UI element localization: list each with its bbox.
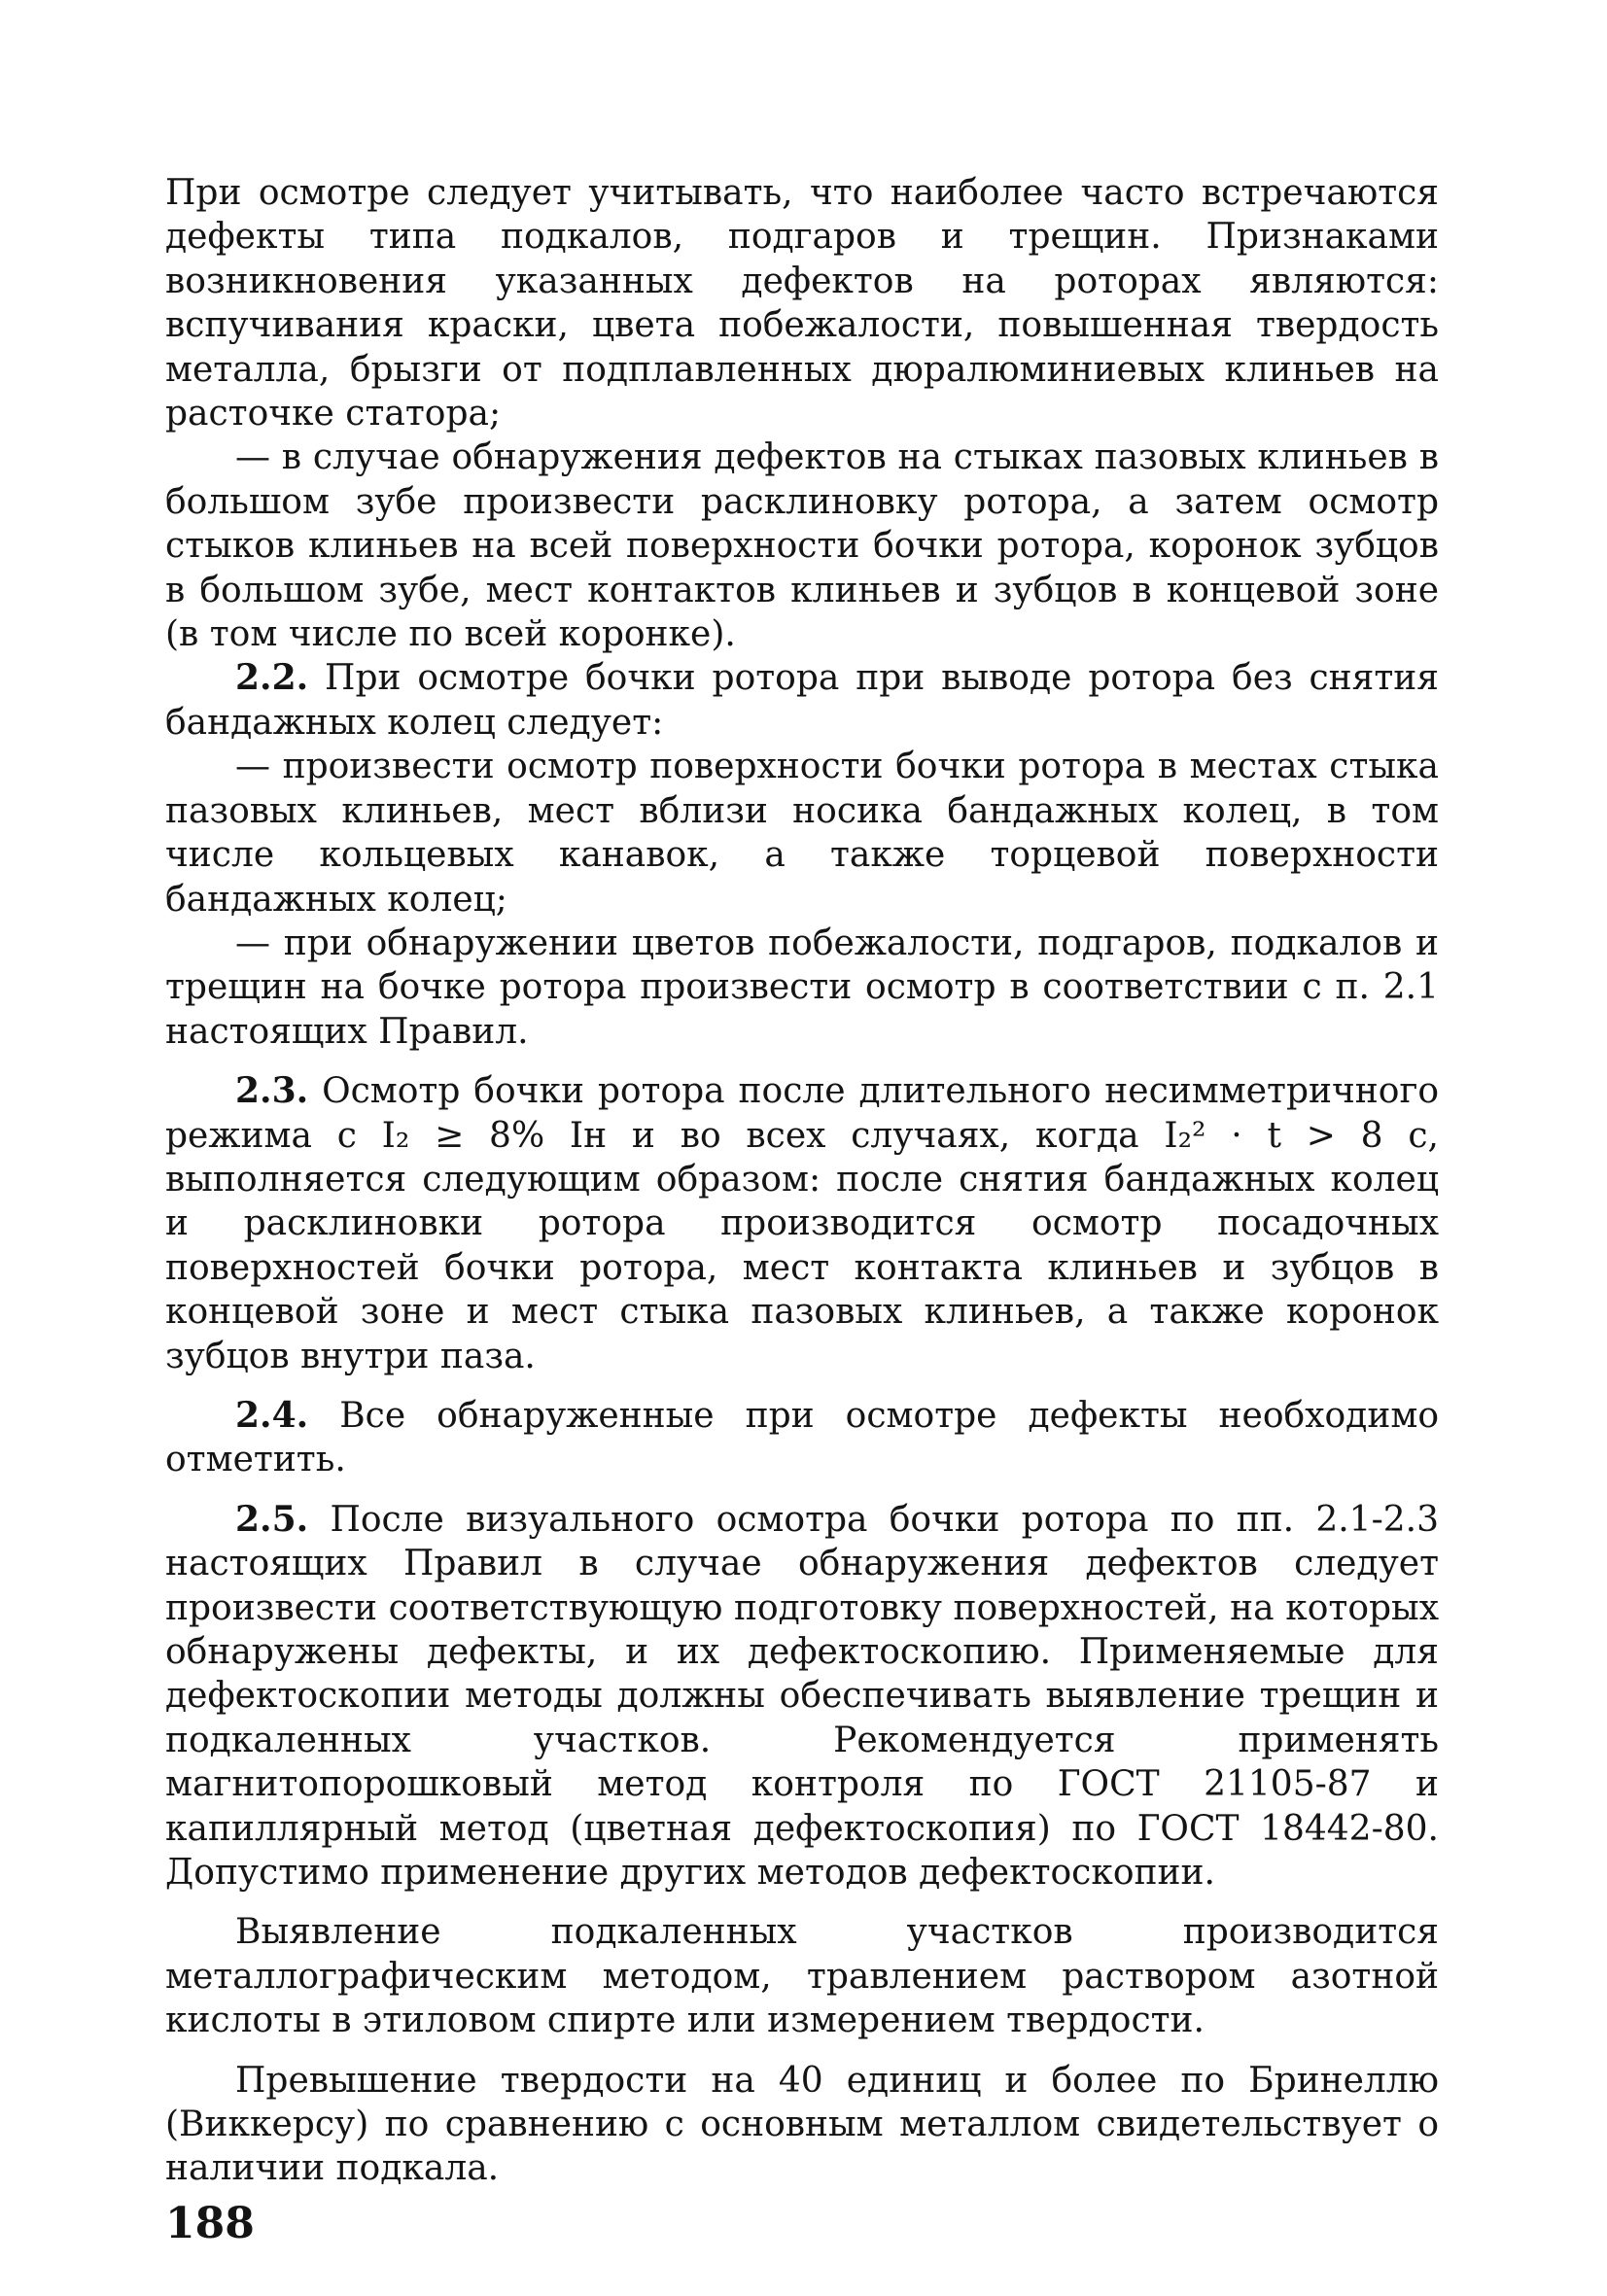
paragraph-text: После визуального осмотра бочки ротора по пп. 2.1-2.3 настоящих Правил в случае обнаружения дефектов следует произвести соответствующую подготовку поверхностей, на которых обнаружены дефекты, и их дефектоскопию. Применяемые для дефектоскопии методы должны обеспечивать выявление трещин и подкаленных участков. Рекомендуется применять магнитопорошковый метод контроля по ГОСТ 21105-87 и капиллярный метод (цветная дефектоскопия) по ГОСТ 18442-80. Допустимо применение других методов дефектоскопии. (165, 1499, 1439, 1894)
paragraph-text: — в случае обнаружения дефектов на стыках пазовых клиньев в большом зубе произвести расклиновку ротора, а затем осмотр стыков клиньев на всей поверхности бочки ротора, коронок зубцов в большом зубе, мест контактов клиньев и зубцов в концевой зоне (в том числе по всей коронке). (165, 437, 1439, 655)
paragraph-hardness (165, 2059, 1439, 2191)
paragraph-2-5 (165, 1498, 1439, 1896)
paragraph-text: Превышение твердости на 40 единиц и более по Бринеллю (Виккерсу) по сравнению с основным металлом свидетельствует о наличии подкала. (165, 2060, 1439, 2189)
paragraph-text: При осмотре следует учитывать, что наиболее часто встречаются дефекты типа подкалов, подгаров и трещин. Признаками возникновения указанных дефектов на роторах являются: вспучивания краски, цвета побежалости, повышенная твердость металла, брызги от подплавленных дюралюминиевых клиньев на расточке статора; (165, 173, 1439, 435)
paragraph-text: Выявление подкаленных участков производится металлографическим методом, травлением раствором азотной кислоты в этиловом спирте или измерением твердости. (165, 1912, 1439, 2041)
paragraph-barrel-surface (165, 745, 1439, 922)
paragraph-text: — при обнаружении цветов побежалости, подгаров, подкалов и трещин на бочке ротора произвести осмотр в соответствии с п. 2.1 настоящих Правил. (165, 922, 1439, 1052)
section-number: 2.2. (235, 657, 309, 699)
paragraph-text: Все обнаруженные при осмотре дефекты необходимо отметить. (165, 1395, 1440, 1480)
formula-current-ratio: I₂ ≥ 8% Iн (381, 1115, 608, 1156)
paragraph-2-3 (165, 1069, 1439, 1378)
page-number: 188 (165, 2199, 255, 2248)
paragraph-defects-intro (165, 171, 1439, 435)
body-text (165, 171, 1439, 2191)
paragraph-text: — произвести осмотр поверхности бочки ротора в местах стыка пазовых клиньев, мест вблизи носика бандажных колец, в том числе кольцевых канавок, а также торцевой поверхности бандажных колец; (165, 747, 1439, 920)
paragraph-wedge-joints (165, 435, 1439, 656)
section-number: 2.4. (235, 1394, 309, 1436)
paragraph-text: и во всех случаях, когда (631, 1115, 1139, 1156)
paragraph-text: Осмотр бочки ротора после длительного несимметричного режима с (165, 1071, 1439, 1156)
section-number: 2.5. (235, 1498, 309, 1540)
paragraph-2-2 (165, 656, 1439, 745)
paragraph-metallography (165, 1910, 1439, 2042)
paragraph-tempering-colors (165, 922, 1439, 1054)
paragraph-text: выполняется следующим образом: после снятия бандажных колец и расклиновки ротора производится осмотр посадочных поверхностей бочки ротора, мест контакта клиньев и зубцов в концевой зоне и мест стыка пазовых клиньев, а также коронок зубцов внутри паза. (165, 1159, 1439, 1376)
paragraph-2-4 (165, 1394, 1439, 1482)
paragraph-text: При осмотре бочки ротора при выводе ротора без снятия бандажных колец следует: (165, 658, 1439, 743)
formula-time-criterion: I₂² · t > 8 с, (1164, 1115, 1439, 1156)
section-number: 2.3. (235, 1070, 309, 1112)
